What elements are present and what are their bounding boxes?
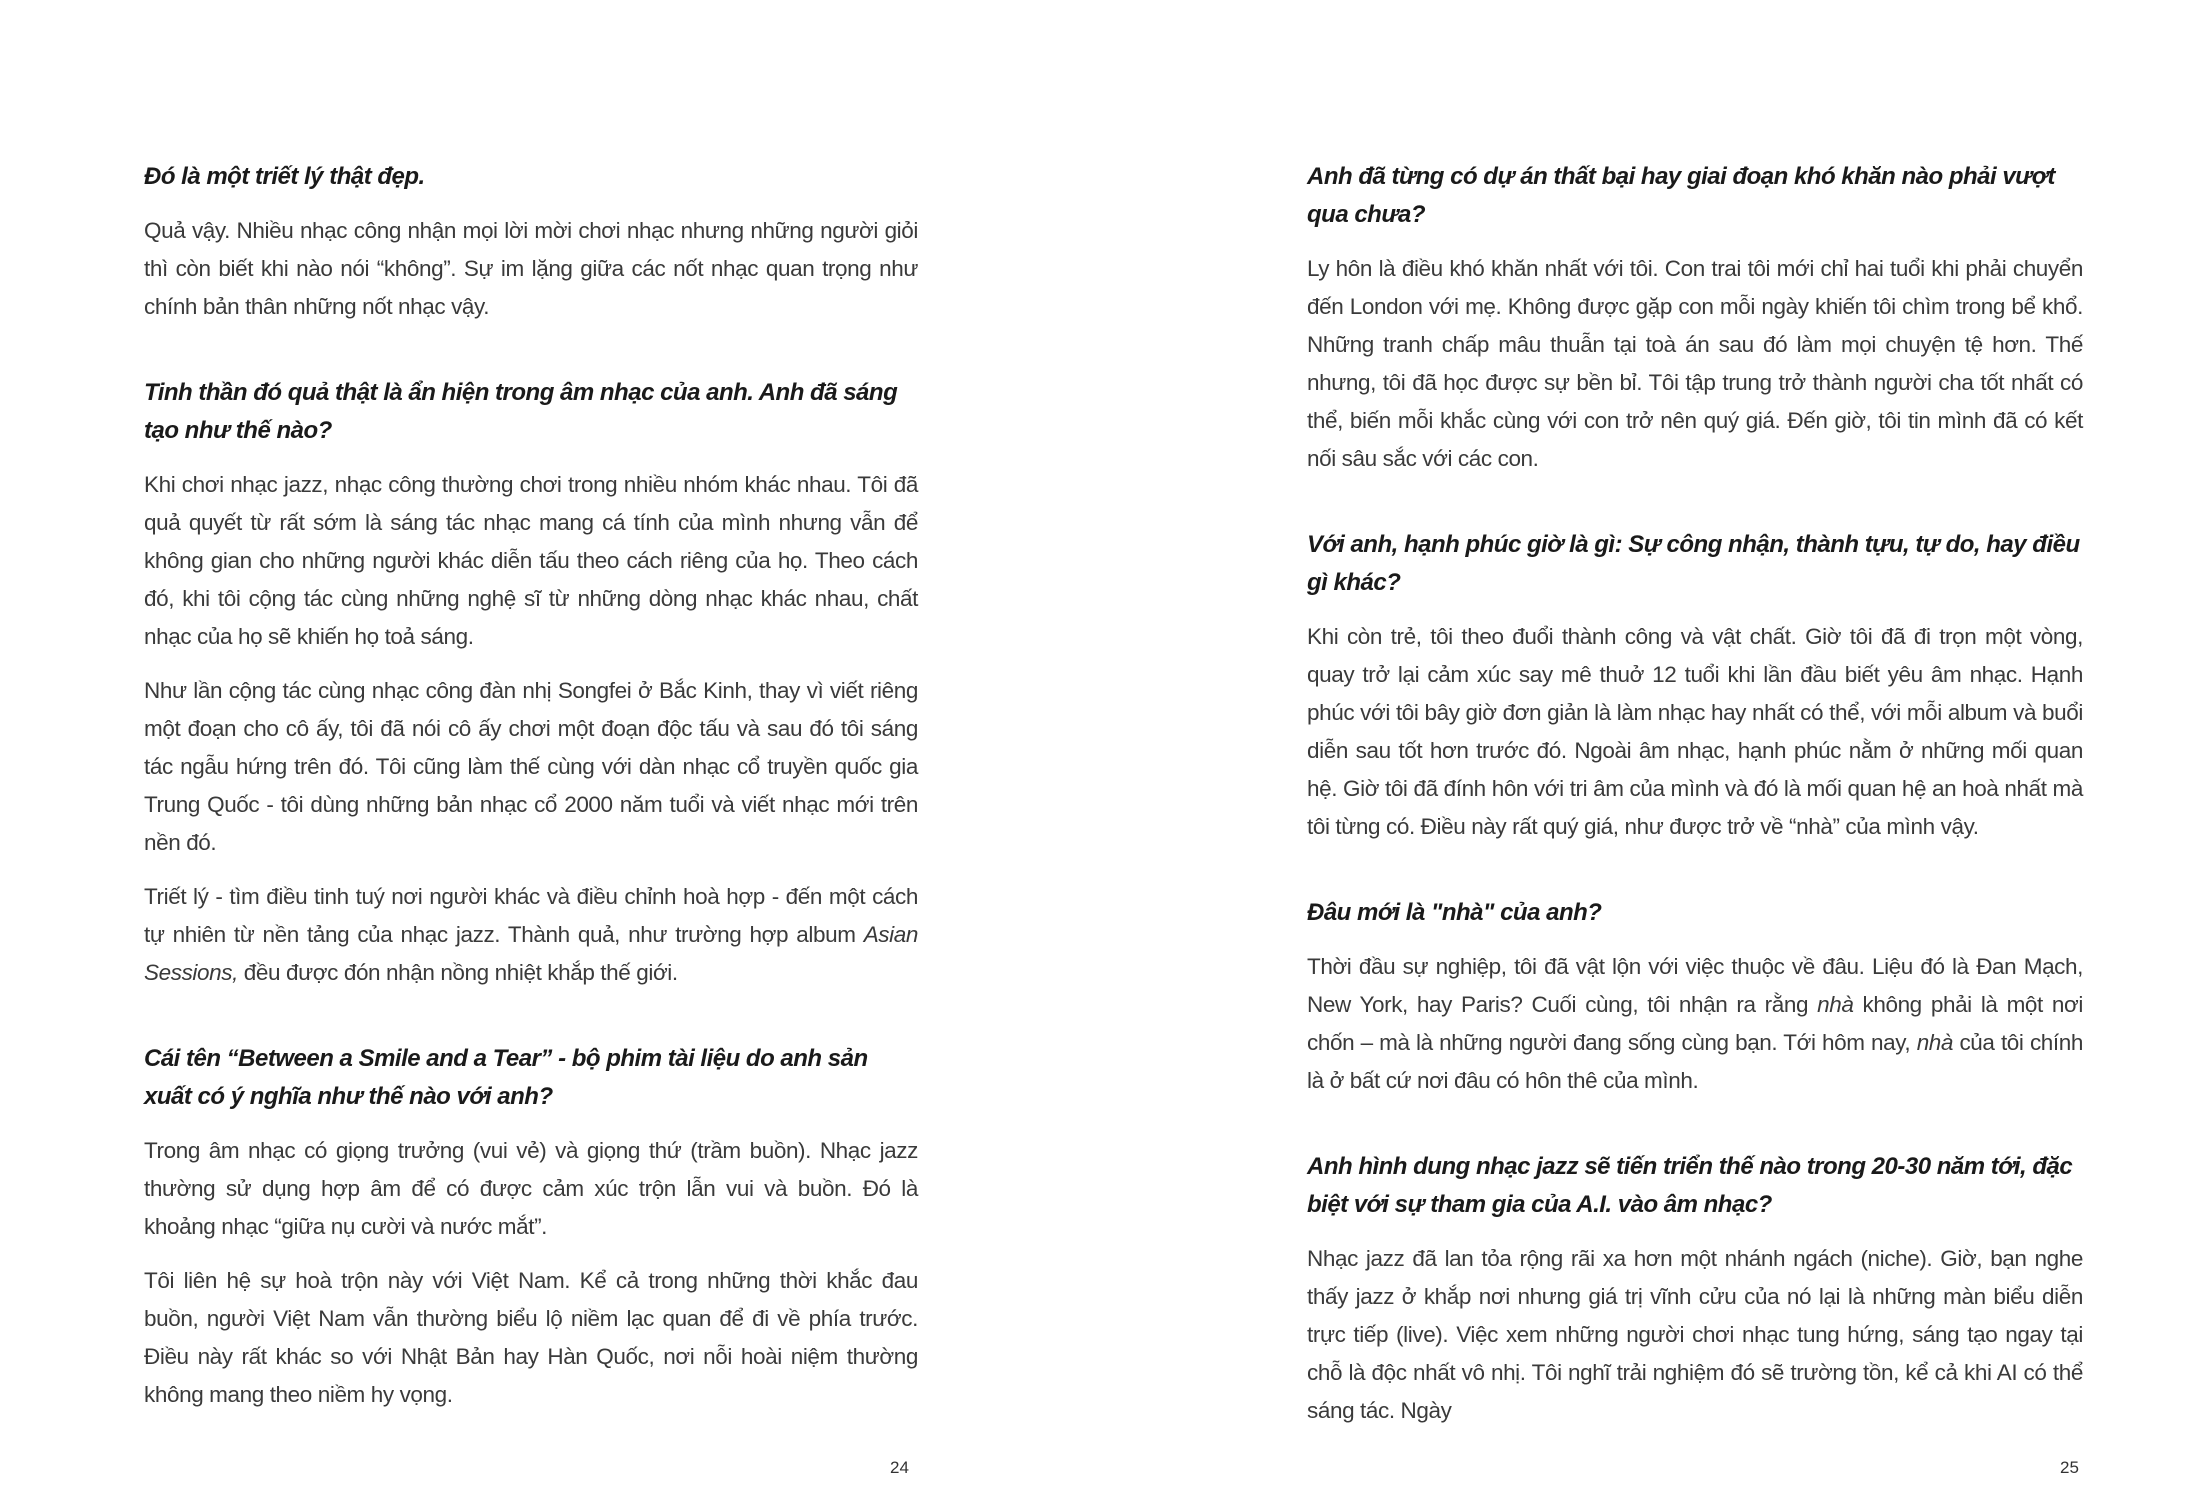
interview-question: Anh đã từng có dự án thất bại hay giai đoạn khó khăn nào phải vượt qua chưa? xyxy=(1307,163,2055,228)
interview-question: Đó là một triết lý thật đẹp. xyxy=(144,163,425,190)
interview-question: Tinh thần đó quả thật là ẩn hiện trong âm nhạc của anh. Anh đã sáng tạo như thế nào? xyxy=(144,379,898,444)
interview-answer xyxy=(144,878,918,992)
interview-answer: Tôi liên hệ sự hoà trộn này với Việt Nam. Kể cả trong những thời khắc đau buồn, người Việt Nam vẫn thường biểu lộ niềm lạc quan để đi về phía trước. Điều này rất khác so với Nhật Bản hay Hàn Quốc, nơi nỗi hoài niệm thường không mang theo niềm hy vọng. xyxy=(144,1268,918,1407)
answer-text: Thời đầu sự nghiệp, tôi đã vật lộn với việc thuộc về đâu. Liệu đó là Đan Mạch, New York, hay Paris? Cuối cùng, tôi nhận ra rằng xyxy=(1307,954,2083,1017)
interview-question: Anh hình dung nhạc jazz sẽ tiến triển thế nào trong 20-30 năm tới, đặc biệt với sự tham gia của A.I. vào âm nhạc? xyxy=(1307,1153,2073,1218)
interview-question: Với anh, hạnh phúc giờ là gì: Sự công nhận, thành tựu, tự do, hay điều gì khác? xyxy=(1307,531,2080,596)
right-page xyxy=(1103,0,2205,1497)
answer-text: không phải là một nơi chốn – mà là những người đang sống cùng bạn. Tới hôm nay, xyxy=(1307,992,2083,1055)
page-number: 25 xyxy=(2060,1458,2079,1477)
left-page xyxy=(0,0,1102,1497)
interview-answer: Ly hôn là điều khó khăn nhất với tôi. Con trai tôi mới chỉ hai tuổi khi phải chuyển đến London với mẹ. Không được gặp con mỗi ngày khiến tôi chìm trong bể khổ. Những tranh chấp mâu thuẫn tại toà án sau đó làm mọi chuyện tệ hơn. Thế nhưng, tôi đã học được sự bền bỉ. Tôi tập trung trở thành người cha tốt nhất có thể, biến mỗi khắc cùng với con trở nên quý giá. Đến giờ, tôi tin mình đã có kết nối sâu sắc với các con. xyxy=(1307,256,2083,471)
interview-question: Cái tên “Between a Smile and a Tear” - bộ phim tài liệu do anh sản xuất có ý nghĩa như thế nào với anh? xyxy=(144,1045,868,1110)
interview-answer: Như lần cộng tác cùng nhạc công đàn nhị Songfei ở Bắc Kinh, thay vì viết riêng một đoạn cho cô ấy, tôi đã nói cô ấy chơi một đoạn độc tấu và sau đó tôi sáng tác ngẫu hứng trên đó. Tôi cũng làm thế cùng với dàn nhạc cổ truyền quốc gia Trung Quốc - tôi dùng những bản nhạc cổ 2000 năm tuổi và viết nhạc mới trên nền đó. xyxy=(144,678,918,855)
emphasis-text: nhà xyxy=(1817,992,1854,1017)
interview-answer: Khi còn trẻ, tôi theo đuổi thành công và vật chất. Giờ tôi đã đi trọn một vòng, quay trở lại cảm xúc say mê thuở 12 tuổi khi lần đầu biết yêu âm nhạc. Hạnh phúc với tôi bây giờ đơn giản là làm nhạc hay nhất có thể, với mỗi album và buổi diễn sau tốt hơn trước đó. Ngoài âm nhạc, hạnh phúc nằm ở những mối quan hệ. Giờ tôi đã đính hôn với tri âm của mình và đó là mối quan hệ an hoà nhất mà tôi từng có. Điều này rất quý giá, như được trở về “nhà” của mình vậy. xyxy=(1307,624,2083,839)
interview-answer xyxy=(1307,948,2083,1100)
left-page-text-column xyxy=(144,158,918,1430)
interview-question: Đâu mới là "nhà" của anh? xyxy=(1307,899,1602,926)
interview-answer: Nhạc jazz đã lan tỏa rộng rãi xa hơn một nhánh ngách (niche). Giờ, bạn nghe thấy jazz ở khắp nơi nhưng giá trị vĩnh cửu của nó lại là những màn biểu diễn trực tiếp (live). Việc xem những người chơi nhạc tung hứng, sáng tạo ngay tại chỗ là độc nhất vô nhị. Tôi nghĩ trải nghiệm đó sẽ trường tồn, kể cả khi AI có thể sáng tác. Ngày xyxy=(1307,1246,2083,1423)
album-title: Asian Sessions, xyxy=(144,922,918,985)
answer-text: của tôi chính là ở bất cứ nơi đâu có hôn thê của mình. xyxy=(1307,1030,2083,1093)
page-number: 24 xyxy=(890,1458,909,1477)
interview-answer: Trong âm nhạc có giọng trưởng (vui vẻ) và giọng thứ (trầm buồn). Nhạc jazz thường sử dụng hợp âm để có được cảm xúc trộn lẫn vui và buồn. Đó là khoảng nhạc “giữa nụ cười và nước mắt”. xyxy=(144,1138,918,1239)
answer-text: Triết lý - tìm điều tinh tuý nơi người khác và điều chỉnh hoà hợp - đến một cách tự nhiên từ nền tảng của nhạc jazz. Thành quả, như trường hợp album xyxy=(144,884,918,947)
interview-answer: Khi chơi nhạc jazz, nhạc công thường chơi trong nhiều nhóm khác nhau. Tôi đã quả quyết từ rất sớm là sáng tác nhạc mang cá tính của mình nhưng vẫn để không gian cho những người khác diễn tấu theo cách riêng của họ. Theo cách đó, khi tôi cộng tác cùng những nghệ sĩ từ những dòng nhạc khác nhau, chất nhạc của họ sẽ khiến họ toả sáng. xyxy=(144,472,918,649)
answer-text: đều được đón nhận nồng nhiệt khắp thế giới. xyxy=(237,960,678,985)
interview-answer: Quả vậy. Nhiều nhạc công nhận mọi lời mời chơi nhạc nhưng những người giỏi thì còn biết khi nào nói “không”. Sự im lặng giữa các nốt nhạc quan trọng như chính bản thân những nốt nhạc vậy. xyxy=(144,218,918,319)
right-page-text-column xyxy=(1307,158,2083,1446)
emphasis-text: nhà xyxy=(1916,1030,1954,1055)
